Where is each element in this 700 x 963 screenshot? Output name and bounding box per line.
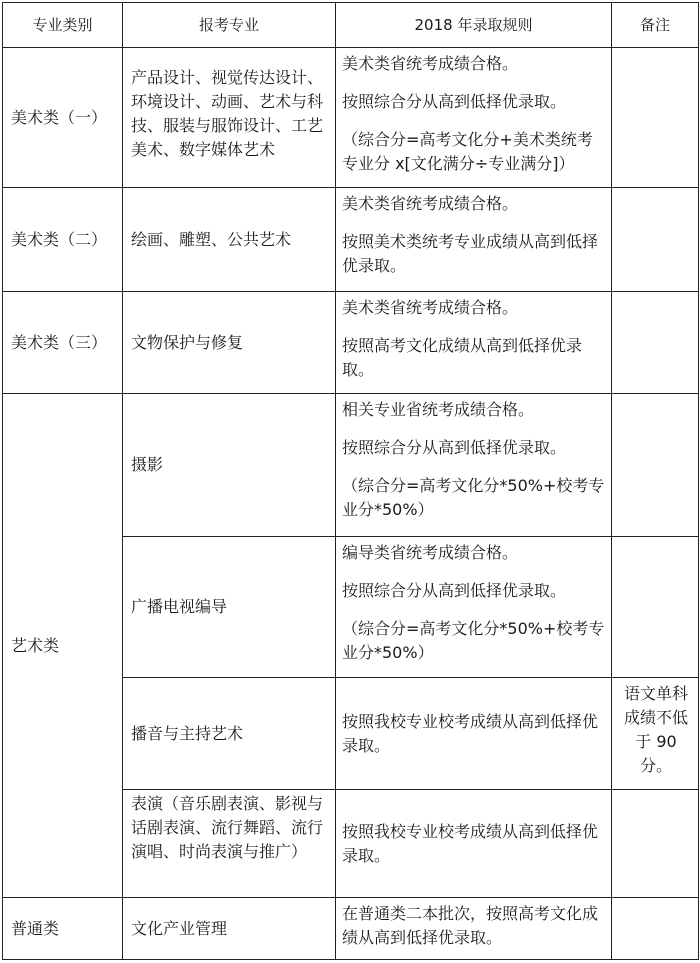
rule-line: 按照我校专业校考成绩从高到低择优录取。 [342, 821, 599, 865]
rule-cell [336, 678, 612, 790]
header-rule: 2018 年录取规则 [336, 3, 612, 48]
note-cell [612, 188, 699, 292]
category-cell: 艺术类 [3, 394, 123, 898]
rule-line: （综合分=高考文化分*50%+校考专业分*50%） [342, 476, 605, 519]
rule-line: （综合分=高考文化分*50%+校考专业分*50%） [342, 619, 605, 662]
header-category: 专业类别 [3, 3, 123, 48]
category-cell: 普通类 [3, 898, 123, 960]
note-cell [612, 48, 699, 188]
note-cell [612, 394, 699, 537]
table-row [3, 292, 699, 394]
header-major: 报考专业 [123, 3, 336, 48]
rule-line: 按照美术类统考专业成绩从高到低择优录取。 [342, 232, 599, 275]
rule-cell [336, 537, 612, 678]
note-cell [612, 898, 699, 960]
category-cell: 美术类（一） [3, 48, 123, 188]
rule-line: 美术类省统考成绩合格。 [342, 298, 519, 317]
rule-line: 按照综合分从高到低择优录取。 [342, 92, 567, 111]
rule-line: 按照综合分从高到低择优录取。 [342, 438, 567, 457]
table-row [3, 188, 699, 292]
note-cell: 语文单科成绩不低于 90 分。 [612, 678, 699, 790]
rule-line: 美术类省统考成绩合格。 [342, 54, 519, 73]
rule-cell [336, 790, 612, 898]
header-note: 备注 [612, 3, 699, 48]
note-cell [612, 790, 699, 898]
rule-line: （综合分=高考文化分+美术类统考专业分 x[文化满分÷专业满分]） [342, 130, 593, 173]
table-row [3, 898, 699, 960]
rule-cell [336, 898, 612, 960]
major-cell: 播音与主持艺术 [123, 678, 336, 790]
major-cell: 摄影 [123, 394, 336, 537]
major-cell: 文化产业管理 [123, 898, 336, 960]
admission-rules-table [2, 2, 699, 960]
rule-line: 按照综合分从高到低择优录取。 [342, 581, 567, 600]
table-row [3, 394, 699, 537]
major-cell: 表演（音乐剧表演、影视与话剧表演、流行舞蹈、流行演唱、时尚表演与推广） [123, 790, 336, 898]
note-cell [612, 537, 699, 678]
rule-cell [336, 292, 612, 394]
major-cell: 广播电视编导 [123, 537, 336, 678]
rule-line: 美术类省统考成绩合格。 [342, 194, 519, 213]
rule-line: 按照我校专业校考成绩从高到低择优录取。 [342, 711, 599, 755]
rule-line: 相关专业省统考成绩合格。 [342, 400, 535, 419]
category-cell: 美术类（二） [3, 188, 123, 292]
major-cell: 绘画、雕塑、公共艺术 [123, 188, 336, 292]
category-cell: 美术类（三） [3, 292, 123, 394]
major-cell: 产品设计、视觉传达设计、环境设计、动画、艺术与科技、服装与服饰设计、工艺美术、数字媒体艺术 [123, 48, 336, 188]
note-cell [612, 292, 699, 394]
rule-line: 在普通类二本批次，按照高考文化成绩从高到低择优录取。 [342, 904, 599, 947]
table-header-row [3, 3, 699, 48]
rule-cell [336, 188, 612, 292]
major-cell: 文物保护与修复 [123, 292, 336, 394]
rule-cell [336, 48, 612, 188]
rule-cell [336, 394, 612, 537]
table-row [3, 48, 699, 188]
rule-line: 编导类省统考成绩合格。 [342, 543, 519, 562]
rule-line: 按照高考文化成绩从高到低择优录取。 [342, 336, 583, 379]
